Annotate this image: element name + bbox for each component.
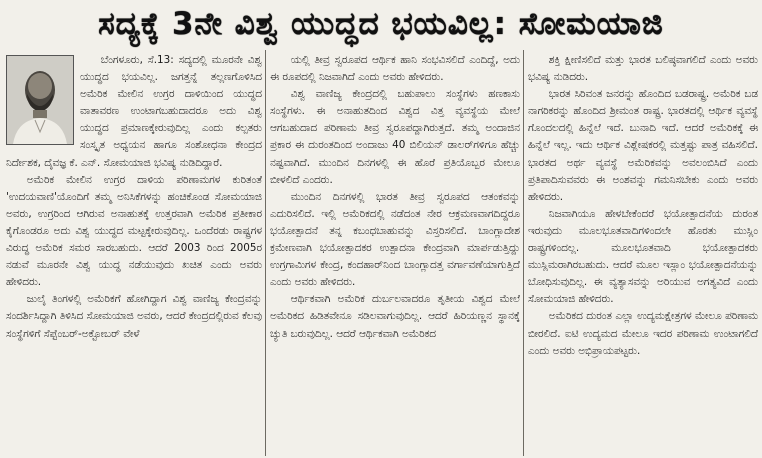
portrait-photo — [6, 55, 74, 145]
paragraph: ಭಾರತ ಸಿರಿವಂತ ಜನರನ್ನು ಹೊಂದಿದ ಬಡರಾಷ್ಟ್ರ. ಅಮೆರಿಕ ಬಡ ನಾಗರಿಕರನ್ನು ಹೊಂದಿದ ಶ್ರೀಮಂತ ರಾಷ್ಟ್ರ. ಭಾರತದಲ್ಲಿ ಆರ್ಥಿಕ ವ್ಯವಸ್ಥೆ ಗೊಂದಲದಲ್ಲಿ ಹಿನ್ನೆಲೆ ಇದೆ. ಬುನಾದಿ ಇದೆ. ಆದರೆ ಅಮೆರಿಕಕ್ಕೆ ಈ ಹಿನ್ನೆಲೆ ಇಲ್ಲ. ಇದು ಆರ್ಥಿಕ ವಿಶ್ಲೇಷಕರಲ್ಲಿ ಮತ್ತಷ್ಟು ಪಾತ್ರ ವಹಿಸಲಿದೆ. ಭಾರತದ ಅರ್ಥ ವ್ಯವಸ್ಥೆ ಅಮೆರಿಕವನ್ನು ಅವಲಂಬಿಸಿದೆ ಎಂದು ಪ್ರತಿಪಾದಿಸುವವರು ಈ ಅಂಶವನ್ನು ಗಮನಿಸಬೇಕು ಎಂದು ಅವರು ಹೇಳಿದರು. — [528, 88, 758, 203]
column-divider — [523, 50, 524, 456]
paragraph: ಶಕ್ತಿ ಕ್ಷೀಣಿಸಲಿದೆ ಮತ್ತು ಭಾರತ ಬಲಿಷ್ಠವಾಗಲಿದೆ ಎಂದು ಅವರು ಭವಿಷ್ಯ ನುಡಿದರು. — [528, 54, 758, 84]
article-column-2 — [270, 52, 520, 456]
headline: ಸದ್ಯಕ್ಕೆ 3ನೇ ವಿಶ್ವ ಯುದ್ಧದ ಭಯವಿಲ್ಲ: ಸೋಮಯಾಜಿ — [98, 6, 664, 42]
paragraph: ಆರ್ಥಿಕವಾಗಿ ಅಮೆರಿಕ ದುರ್ಬಲವಾದರೂ ತೃತೀಯ ವಿಶ್ವದ ಮೇಲೆ ಅಮೆರಿಕದ ಹಿಡಿತವೇನೂ ಸಡಿಲವಾಗುವುದಿಲ್ಲ. ಆದರೆ ಹಿರಿಯಣ್ಣನ ಸ್ಥಾನಕ್ಕೆ ಚ್ಯುತಿ ಬರುವುದಿಲ್ಲ. ಆದರೆ ಆರ್ಥಿಕವಾಗಿ ಅಮೆರಿಕದ — [270, 293, 520, 340]
portrait-icon — [7, 56, 73, 144]
article-column-3 — [528, 52, 758, 456]
paragraph: ನಿಜವಾಗಿಯೂ ಹೇಳಬೇಕೆಂದರೆ ಭಯೋತ್ಪಾದನೆಯ ದುರಂತ ಇರುವುದು ಮೂಲಭೂತವಾದಿಗಳಿಂದಲೇ ಹೊರತು ಮುಸ್ಲಿಂ ರಾಷ್ಟ್ರಗಳಿಂದಲ್ಲ. ಮೂಲಭೂತವಾದಿ ಭಯೋತ್ಪಾದಕರು ಮುಸ್ಲಿಮರಾಗಿರಬಹುದು. ಆದರೆ ಮೂಲ ಇಸ್ಲಾಂ ಭಯೋತ್ಪಾದನೆಯನ್ನು ಬೋಧಿಸುವುದಿಲ್ಲ. ಈ ವ್ಯತ್ಯಾಸವನ್ನು ಅರಿಯುವ ಅಗತ್ಯವಿದೆ ಎಂದು ಸೋಮಯಾಜಿ ಹೇಳಿದರು. — [528, 207, 758, 306]
paragraph: ಅಮೆರಿಕ ಮೇಲಿನ ಉಗ್ರರ ದಾಳಿಯ ಪರಿಣಾಮಗಳ ಕುರಿತಂತೆ 'ಉದಯವಾಣಿ'ಯೊಂದಿಗೆ ತಮ್ಮ ಅನಿಸಿಕೆಗಳನ್ನು ಹಂಚಿಕೊಂಡ ಸೋಮಯಾಜಿ ಅವರು, ಉಗ್ರರಿಂದ ಆಗಿರುವ ಅನಾಹುತಕ್ಕೆ ಉತ್ತರವಾಗಿ ಅಮೆರಿಕ ಪ್ರತೀಕಾರ ಕೈಗೊಂಡರೂ ಅದು ವಿಶ್ವ ಯುದ್ಧದ ಮಟ್ಟಕ್ಕೇರುವುದಿಲ್ಲ. ಒಂದೆರಡು ರಾಷ್ಟ್ರಗಳ ವಿರುದ್ಧ ಅಮೆರಿಕ ಸಮರ ಸಾರಬಹುದು. ಆದರೆ 2003 ರಿಂದ 2005ರ ನಡುವೆ ಮೂರನೇ ವಿಶ್ವ ಯುದ್ಧ ನಡೆಯುವುದು ಖಚಿತ ಎಂದು ಅವರು ಹೇಳಿದರು. — [6, 173, 262, 289]
column-divider — [265, 50, 266, 456]
paragraph: ಅಮೆರಿಕದ ದುರಂತ ಎಲ್ಲಾ ಉದ್ಯಮಕ್ಷೇತ್ರಗಳ ಮೇಲೂ ಪರಿಣಾಮ ಬೀರಲಿದೆ. ಐಟಿ ಉದ್ಯಮದ ಮೇಲೂ ಇದರ ಪರಿಣಾಮ ಉಂಟಾಗಲಿದೆ ಎಂದು ಅವರು ಅಭಿಪ್ರಾಯಪಟ್ಟರು. — [528, 310, 758, 357]
paragraph: ಜುಲೈ ತಿಂಗಳಲ್ಲಿ ಅಮೆರಿಕಗೆ ಹೋಗಿದ್ದಾಗ ವಿಶ್ವ ವಾಣಿಜ್ಯ ಕೇಂದ್ರವನ್ನು ಸಂದರ್ಶಿಸಿದ್ದಾಗಿ ತಿಳಿಸಿದ ಸೋಮಯಾಜಿ ಅವರು, ಆದರೆ ಕೇಂದ್ರದಲ್ಲಿರುವ ಕೆಲವು ಸಂಸ್ಥೆಗಳಿಗೆ ಸೆಪ್ಟೆಂಬರ್-ಅಕ್ಟೋಬರ್ ವೇಳೆ — [6, 293, 262, 340]
paragraph: ಮುಂದಿನ ದಿನಗಳಲ್ಲಿ ಭಾರತ ತೀವ್ರ ಸ್ವರೂಪದ ಆತಂಕವನ್ನು ಎದುರಿಸಲಿದೆ. ಇಲ್ಲಿ ಅಮೆರಿಕದಲ್ಲಿ ನಡೆದಂತ ನೇರ ಆಕ್ರಮಣವಾಗದಿದ್ದರೂ ಭಯೋತ್ಪಾದನೆ ತನ್ನ ಕಬಂಧಬಾಹುವನ್ನು ವಿಸ್ತರಿಸಲಿದೆ. ಬಾಂಗ್ಲಾದೇಶ ಕ್ರಮೇಣವಾಗಿ ಭಯೋತ್ಪಾದಕರ ಉತ್ಪಾದನಾ ಕೇಂದ್ರವಾಗಿ ಮಾರ್ಪಡುತ್ತಿದ್ದು ಉಗ್ರಗಾಮಿಗಳ ಕೇಂದ್ರ, ಕಂದಹಾರ್‌ನಿಂದ ಬಾಂಗ್ಲಾದತ್ತ ವರ್ಗಾವಣೆಯಾಗುತ್ತಿದೆ ಎಂದು ಅವರು ಹೇಳಿದರು. — [270, 190, 520, 289]
paragraph: ಯಲ್ಲಿ ತೀವ್ರ ಸ್ವರೂಪದ ಆರ್ಥಿಕ ಹಾನಿ ಸಂಭವಿಸಲಿದೆ ಎಂದಿದ್ದೆ, ಅದು ಈ ರೂಪದಲ್ಲಿ ನಿಜವಾಗಿದೆ ಎಂದು ಅವರು ಹೇಳಿದರು. — [270, 54, 520, 84]
paragraph: ಬೆಂಗಳೂರು, ಸೆ.13: ಸದ್ಯದಲ್ಲಿ ಮೂರನೇ ವಿಶ್ವ ಯುದ್ಧದ ಭಯವಿಲ್ಲ. ಜಗತ್ತನ್ನೆ ತಲ್ಲಣಗೊಳಿಸಿದ ಅಮೆರಿಕ ಮೇಲಿನ ಉಗ್ರರ ದಾಳಿಯಿಂದ ಯುದ್ಧದ ವಾತಾವರಣ ಉಂಟಾಗಬಹುದಾದರೂ ಅದು ವಿಶ್ವ ಯುದ್ಧದ ಪ್ರಮಾಣಕ್ಕೇರುವುದಿಲ್ಲ ಎಂದು ಕಲ್ಪತರು ಸಂಸ್ಕೃತ ಅಧ್ಯಯನ ಹಾಗೂ ಸಂಶೋಧನಾ ಕೇಂದ್ರದ ನಿರ್ದೇಶಕ, ದೈವಜ್ಞ ಕೆ. ಎನ್. ಸೋಮಯಾಜಿ ಭವಿಷ್ಯ ನುಡಿದಿದ್ದಾರೆ. — [6, 54, 262, 169]
article-column-1 — [6, 52, 262, 456]
paragraph: ವಿಶ್ವ ವಾಣಿಜ್ಯ ಕೇಂದ್ರದಲ್ಲಿ ಬಹುಪಾಲು ಸಂಸ್ಥೆಗಳು ಹಣಕಾಸು ಸಂಸ್ಥೆಗಳು. ಈ ಅನಾಹುತದಿಂದ ವಿಶ್ವದ ವಿತ್ತ ವ್ಯವಸ್ಥೆಯ ಮೇಲೆ ಆಗಬಹುದಾದ ಪರಿಣಾಮ ತೀವ್ರ ಸ್ವರೂಪದ್ದಾಗಿರುತ್ತದೆ. ತಮ್ಮ ಅಂದಾಜಿನ ಪ್ರಕಾರ ಈ ದುರಂತದಿಂದ ಅಂದಾಜು 40 ಬಿಲಿಯನ್ ಡಾಲರ್‌ಗಳಿಗೂ ಹೆಚ್ಚು ನಷ್ಟವಾಗಿದೆ. ಮುಂದಿನ ದಿನಗಳಲ್ಲಿ ಈ ಹೊರೆ ಪ್ರತಿಯೊಬ್ಬರ ಮೇಲೂ ಬೀಳಲಿದೆ ಎಂದರು. — [270, 88, 520, 186]
